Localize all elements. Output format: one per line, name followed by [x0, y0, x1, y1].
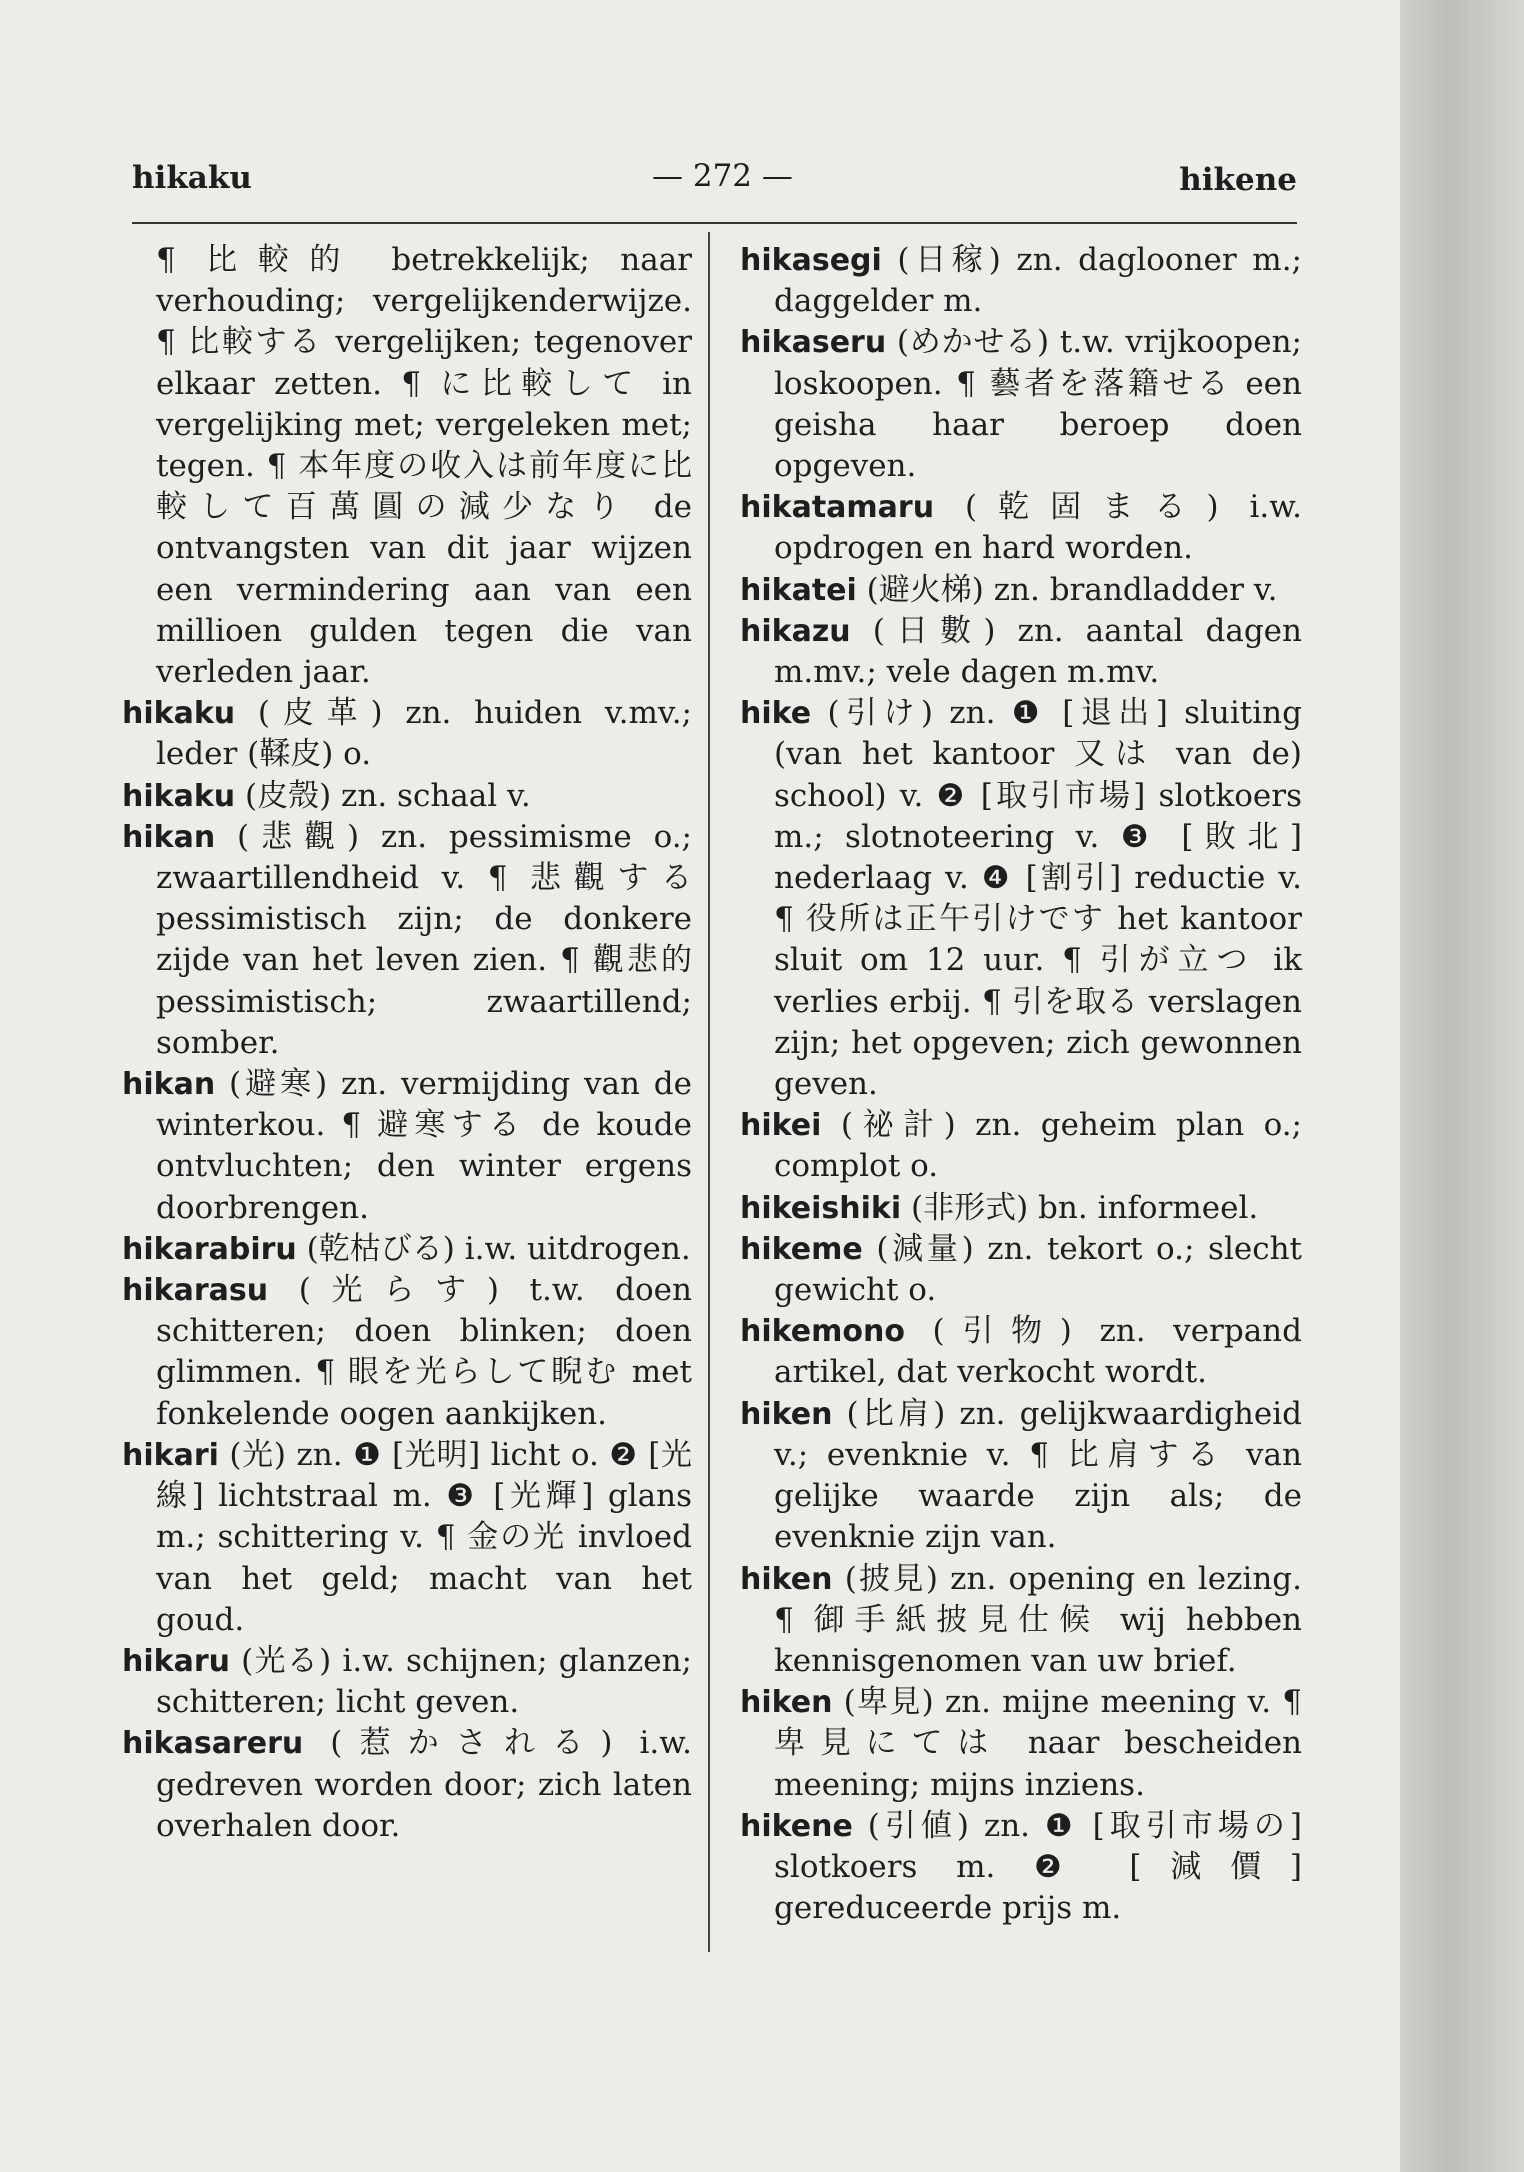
entry-headword: hikatei — [740, 572, 857, 608]
page-number: — 272 — — [652, 158, 793, 194]
entry-headword: hikeme — [740, 1231, 863, 1267]
entry-definition: ¶ 比較的 betrekkelijk; naar verhouding; vergelijkenderwijze. ¶ 比較する vergelijken; tegenover elkaar zetten. ¶ に比較して in vergelijking met; vergeleken met; tegen. ¶ 本年度の收入は前年度に比較して百萬圓の減少なり de ontvangsten van dit jaar wijzen een vermindering aan van een millioen gulden tegen die van verleden jaar. — [156, 242, 692, 691]
dictionary-entry — [740, 1394, 1302, 1559]
entry-definition: (光らす) t.w. doen schitteren; doen blinken; doen glimmen. ¶ 眼を光らして睨む met fonkelende oogen aankijken. — [156, 1272, 692, 1432]
entry-definition: (乾枯びる) i.w. uitdrogen. — [296, 1230, 691, 1267]
entry-headword: hiken — [740, 1561, 833, 1597]
dictionary-entry — [122, 1064, 692, 1229]
entry-headword: hikaseru — [740, 325, 887, 361]
entry-headword: hikei — [740, 1108, 822, 1144]
entry-definition: (引け) zn. ❶ [退出] sluiting (van het kantoor 又は van de) school) v. ❷ [取引市場] slotkoers m.; slotnoteering v. ❸ [敗北] nederlaag v. ❹ [割引] reductie v. ¶ 役所は正午引けです het kantoor sluit om 12 uur. ¶ 引が立つ ik verlies erbij. ¶ 引を取る verslagen zijn; het opgeven; zich gewonnen geven. — [774, 695, 1302, 1103]
page-header — [132, 160, 1297, 210]
entry-definition: (日數) zn. aantal dagen m.mv.; vele dagen m.mv. — [774, 612, 1302, 691]
entry-definition: (避火梯) zn. brandladder v. — [856, 571, 1278, 608]
dictionary-entry — [122, 817, 692, 1064]
entry-definition: (惹かされる) i.w. gedreven worden door; zich laten overhalen door. — [156, 1725, 692, 1844]
entry-headword: hikasareru — [122, 1726, 304, 1762]
entry-headword: hikari — [122, 1437, 219, 1473]
book-gutter — [1400, 0, 1524, 2172]
entry-headword: hikeishiki — [740, 1190, 902, 1226]
entry-headword: hikaku — [122, 696, 236, 732]
dictionary-entry — [740, 611, 1302, 693]
header-rule — [132, 222, 1297, 224]
column-divider — [708, 232, 710, 1952]
dictionary-entry — [122, 1229, 692, 1270]
dictionary-entry — [740, 322, 1302, 487]
dictionary-entry — [740, 570, 1302, 611]
entry-definition: (比肩) zn. gelijkwaardigheid v.; evenknie v. ¶ 比肩する van gelijke waarde zijn als; de evenknie zijn van. — [774, 1395, 1302, 1556]
dictionary-entry — [740, 240, 1302, 322]
entry-definition: (減量) zn. tekort o.; slecht gewicht o. — [774, 1230, 1302, 1309]
entry-definition: (卑見) zn. mijne meening v. ¶ 卑見にては naar bescheiden meening; mijns inziens. — [774, 1684, 1302, 1803]
entry-definition: (皮殼) zn. schaal v. — [235, 777, 531, 814]
entry-headword: hikaru — [122, 1643, 230, 1679]
left-guide-word: hikaku — [132, 160, 252, 196]
entry-definition: (日稼) zn. daglooner m.; daggelder m. — [774, 242, 1302, 320]
dictionary-entry — [122, 1435, 692, 1641]
entry-definition: (引物) zn. verpand artikel, dat verkocht wordt. — [774, 1313, 1302, 1391]
dictionary-entry — [122, 776, 692, 817]
dictionary-entry — [740, 1806, 1302, 1930]
entry-headword: hiken — [740, 1396, 833, 1432]
entry-headword: hikaku — [122, 778, 236, 814]
dictionary-entry — [740, 1559, 1302, 1683]
dictionary-entry — [740, 1105, 1302, 1187]
entry-definition: (悲觀) zn. pessimisme o.; zwaartillendheid v. ¶ 悲觀する pessimistisch zijn; de donkere zijde van het leven zien. ¶ 觀悲的 pessimistisch; zwaartillend; somber. — [156, 818, 692, 1061]
entry-headword: hikene — [740, 1808, 853, 1844]
entry-definition: (祕計) zn. geheim plan o.; complot o. — [774, 1107, 1302, 1185]
left-column — [122, 240, 692, 1847]
dictionary-entry — [740, 1188, 1302, 1229]
entry-definition: (めかせる) t.w. vrijkoopen; loskoopen. ¶ 藝者を落籍せる een geisha haar beroep doen opgeven. — [774, 324, 1302, 485]
entry-headword: hikasegi — [740, 243, 882, 278]
entry-headword: hikatamaru — [740, 490, 935, 526]
entry-definition: (披見) zn. opening en lezing. ¶ 御手紙披見仕候 wij hebben kennisgenomen van uw brief. — [774, 1560, 1302, 1679]
entry-definition: (避寒) zn. vermijding van de winterkou. ¶ 避寒する de koude ontvluchten; den winter ergens doorbrengen. — [156, 1066, 692, 1226]
dictionary-entry — [740, 1311, 1302, 1393]
right-guide-word: hikene — [1179, 162, 1297, 198]
dictionary-entry — [122, 240, 692, 693]
entry-headword: hikan — [122, 1067, 216, 1103]
entry-definition: (非形式) bn. informeel. — [901, 1189, 1259, 1226]
entry-definition: (引値) zn. ❶ [取引市場の] slotkoers m. ❷ [減價] gereduceerde prijs m. — [774, 1807, 1302, 1927]
dictionary-entry — [740, 1682, 1302, 1806]
entry-definition: (乾固まる) i.w. opdrogen en hard worden. — [774, 489, 1302, 567]
entry-headword: hikarasu — [122, 1273, 269, 1309]
entry-headword: hikarabiru — [122, 1231, 297, 1267]
dictionary-entry — [122, 693, 692, 775]
entry-definition: (光) zn. ❶ [光明] licht o. ❷ [光線] lichtstraal m. ❸ [光輝] glans m.; schittering v. ¶ 金の光 invloed van het geld; macht van het goud. — [156, 1436, 692, 1638]
dictionary-entry — [122, 1641, 692, 1723]
right-column — [740, 240, 1302, 1929]
entry-headword: hikan — [122, 819, 216, 855]
dictionary-entry — [740, 487, 1302, 569]
entry-headword: hiken — [740, 1685, 833, 1721]
entry-headword: hikazu — [740, 613, 851, 649]
dictionary-entry — [740, 693, 1302, 1105]
dictionary-entry — [740, 1229, 1302, 1311]
dictionary-entry — [122, 1270, 692, 1435]
entry-definition: (光る) i.w. schijnen; glanzen; schitteren; licht geven. — [156, 1642, 692, 1721]
entry-headword: hike — [740, 696, 812, 732]
entry-definition: (皮革) zn. huiden v.mv.; leder (鞣皮) o. — [156, 695, 692, 773]
entry-headword: hikemono — [740, 1314, 905, 1350]
dictionary-entry — [122, 1723, 692, 1847]
